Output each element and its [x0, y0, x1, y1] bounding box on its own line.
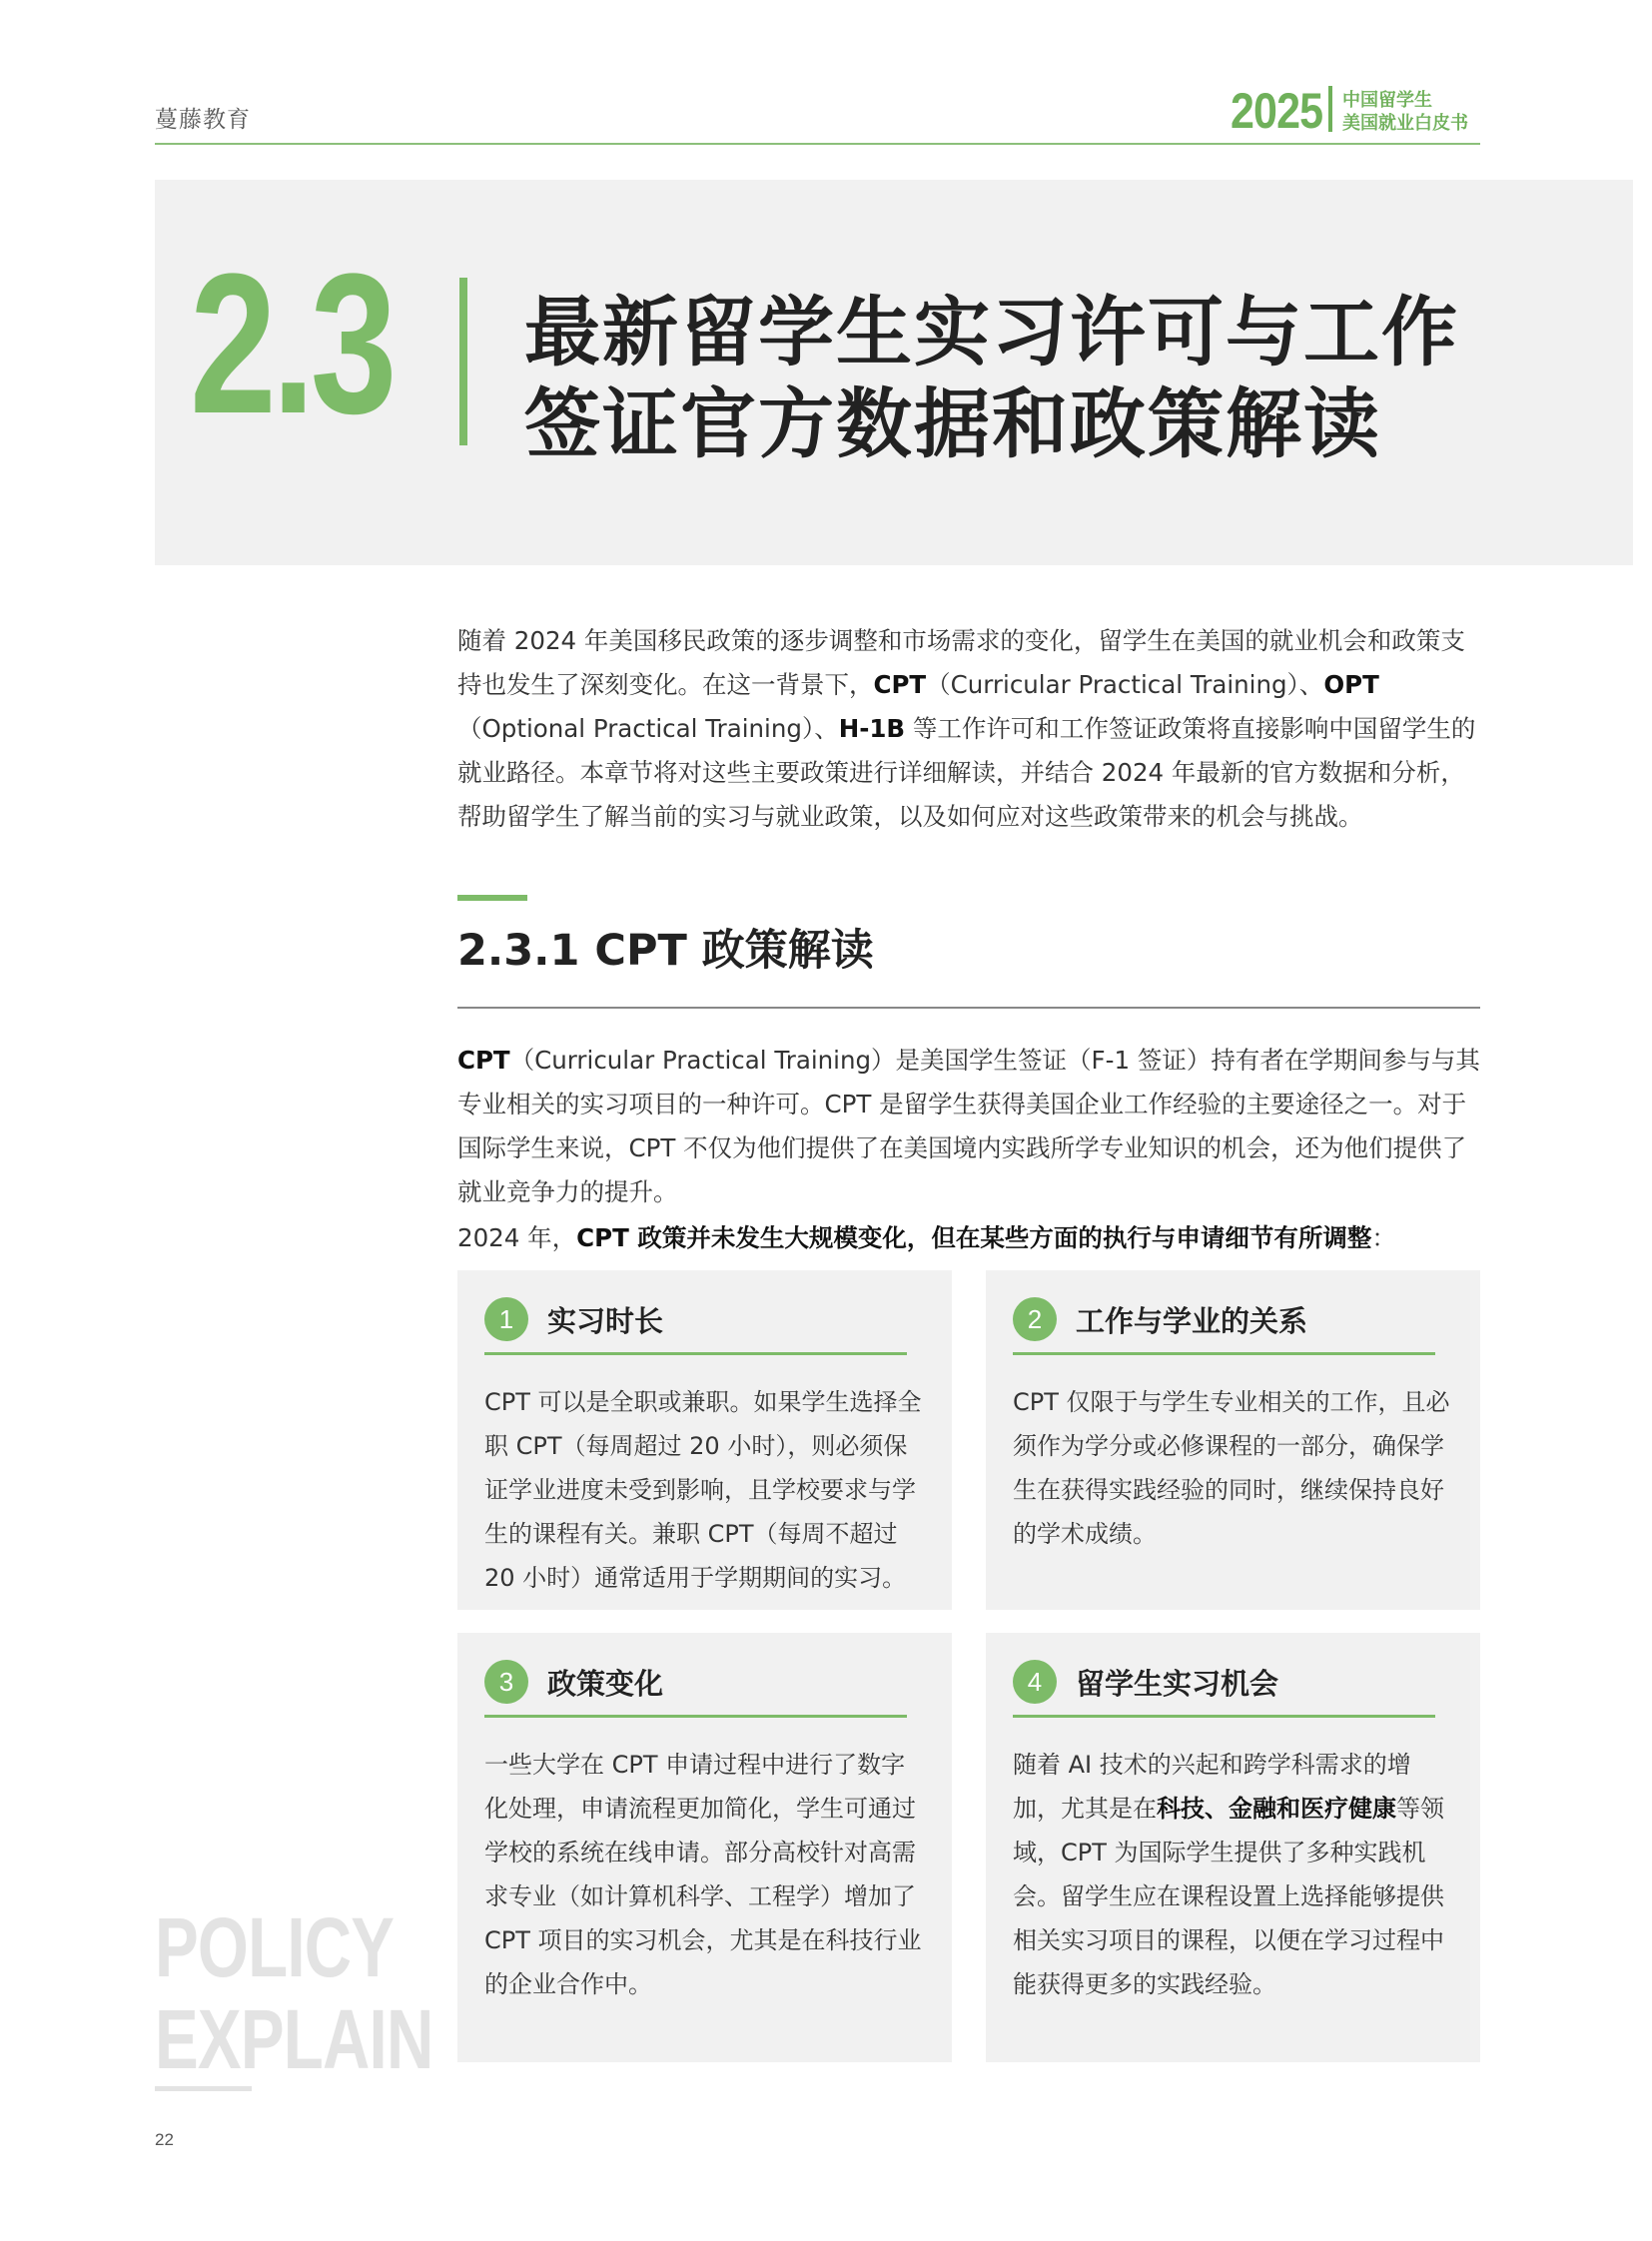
card-text: 随着 AI 技术的兴起和跨学科需求的增加，尤其是在科技、金融和医疗健康等领域，CPT 为国际学生提供了多种实践机会。留学生应在课程设置上选择能够提供相关实习项目的课程，以便在学习过程中能获得更多的实践经验。: [1013, 1751, 1444, 1998]
card-rule: [484, 1352, 907, 1355]
side-rule: [155, 2086, 252, 2091]
intro-paragraph: 随着 2024 年美国移民政策的逐步调整和市场需求的变化，留学生在美国的就业机会和政策支持也发生了深刻变化。在这一背景下，CPT（Curricular Practical Training）、OPT（Optional Practical Training）、H-1B 等工作许可和工作签证政策将直接影响中国留学生的就业路径。本章节将对这些主要政策进行详细解读，并结合 2024 年最新的官方数据和分析，帮助留学生了解当前的实习与就业政策，以及如何应对这些政策带来的机会与挑战。: [457, 626, 1476, 831]
card-title: 实习时长: [547, 1304, 664, 1338]
side-watermark-word: EXPLAIN: [155, 1992, 433, 2086]
side-watermark-word: POLICY: [155, 1900, 395, 1994]
page-number: 22: [155, 2130, 174, 2149]
card-text: CPT 仅限于与学生专业相关的工作，且必须作为学分或必修课程的一部分，确保学生在获得实践经验的同时，继续保持良好的学术成绩。: [1013, 1388, 1450, 1548]
report-badge: [1231, 80, 1480, 140]
section-number: 2.3: [190, 233, 393, 455]
header-rule: [155, 143, 1480, 145]
card-rule: [484, 1715, 907, 1718]
card-title: 工作与学业的关系: [1076, 1304, 1308, 1338]
card-number-badge: 2: [1013, 1297, 1057, 1341]
subsection-rule: [457, 1007, 1480, 1009]
section-title-line1: 最新留学生实习许可与工作: [524, 288, 1459, 376]
report-subtitle-line1: 中国留学生: [1342, 90, 1432, 111]
info-card: [986, 1633, 1480, 2062]
info-card: [457, 1270, 952, 1610]
subsection-heading: 2.3.1 CPT 政策解读: [457, 926, 874, 976]
cpt-definition-paragraph: CPT（Curricular Practical Training）是美国学生签证（F-1 签证）持有者在学期间参与与其专业相关的实习项目的一种许可。CPT 是留学生获得美国企业工作经验的主要途径之一。对于国际学生来说，CPT 不仅为他们提供了在美国境内实践所学专业知识的机会，还为他们提供了就业竞争力的提升。: [457, 1046, 1480, 1206]
card-number-badge: 4: [1013, 1660, 1057, 1704]
brand-name: 蔓藤教育: [155, 107, 251, 133]
badge-divider: [1328, 86, 1332, 132]
card-rule: [1013, 1715, 1435, 1718]
info-card: [457, 1633, 952, 2062]
card-text: 一些大学在 CPT 申请过程中进行了数字化处理，申请流程更加简化，学生可通过学校的系统在线申请。部分高校针对高需求专业（如计算机科学、工程学）增加了 CPT 项目的实习机会，尤其是在科技行业的企业合作中。: [484, 1751, 922, 1998]
info-card: [986, 1270, 1480, 1610]
card-number-badge: 1: [484, 1297, 528, 1341]
cpt-2024-lead: 2024 年，CPT 政策并未发生大规模变化，但在某些方面的执行与申请细节有所调整：: [457, 1223, 1396, 1252]
card-text: CPT 可以是全职或兼职。如果学生选择全职 CPT（每周超过 20 小时），则必须保证学业进度未受到影响，且学校要求与学生的课程有关。兼职 CPT（每周不超过 20 小时）通常适用于学期期间的实习。: [484, 1388, 922, 1592]
card-rule: [1013, 1352, 1435, 1355]
card-number-badge: 3: [484, 1660, 528, 1704]
report-year: 2025: [1231, 83, 1323, 139]
section-title-line2: 签证官方数据和政策解读: [524, 379, 1381, 468]
card-title: 留学生实习机会: [1076, 1667, 1279, 1701]
report-subtitle-line2: 美国就业白皮书: [1342, 113, 1468, 134]
subsection-accent: [457, 895, 527, 901]
section-title-divider: [459, 278, 467, 445]
card-title: 政策变化: [547, 1667, 664, 1701]
